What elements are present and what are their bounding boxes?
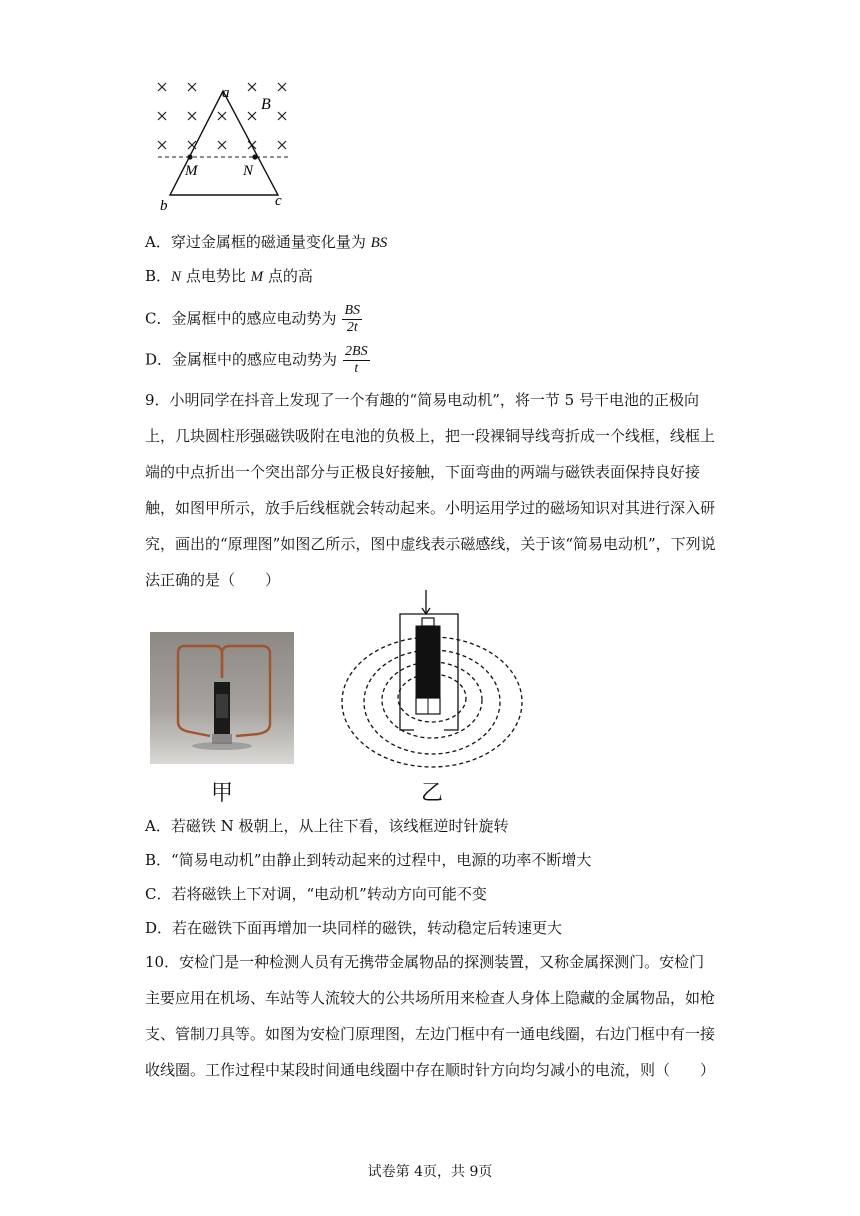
point-n-dot: [252, 154, 257, 159]
q8-option-d: D．金属框中的感应电动势为 $\frac{2BS}{t}$: [145, 344, 368, 376]
q9-option-c: C．若将磁铁上下对调，“电动机”转动方向可能不变: [145, 885, 487, 903]
triangle-frame-figure: [148, 76, 298, 211]
label-c-vertex: c: [275, 193, 282, 209]
label-m: M: [185, 163, 198, 179]
battery-body: [416, 626, 440, 698]
label-a: a: [222, 85, 230, 101]
figure-label-yi: 乙: [421, 781, 444, 806]
field-line-diagram: [338, 590, 526, 775]
q9-option-b: B．“简易电动机”由静止到转动起来的过程中，电源的功率不断增大: [145, 851, 592, 869]
q8-option-a: A．穿过金属框的磁通量变化量为 BS: [145, 233, 388, 251]
q8-option-b: B．N 点电势比 M 点的高: [145, 267, 313, 285]
point-m-dot: [187, 154, 192, 159]
page-footer: 试卷第 4页，共 9页: [367, 1164, 493, 1180]
motor-photo: [150, 632, 294, 764]
figure-label-jia: 甲: [211, 781, 234, 806]
fraction-bs-over-2t: $\frac{BS}{2t}$: [344, 303, 361, 335]
fraction-2bs-over-t: $\frac{2BS}{t}$: [345, 344, 368, 376]
q9-option-d: D．若在磁铁下面再增加一块同样的磁铁，转动稳定后转速更大: [145, 919, 563, 937]
label-b-vertex: b: [160, 198, 168, 211]
label-b-field: B: [261, 96, 271, 113]
q9-option-a: A．若磁铁 N 极朝上，从上往下看，该线框逆时针旋转: [145, 817, 509, 835]
q10-stem: 10．安检门是一种检测人员有无携带金属物品的探测装置，又称金属探测门。安检门主要应用在机场、车站等人流较大的公共场所用来检查人身体上隐藏的金属物品，如枪支、管制刀具等。如图为安检门原理图，左边门框中有一通电线圈，右边门框中有一接收线圈。工作过程中某段时间通电线圈中存在顺时针方向均匀减小的电流，则（ ）: [145, 953, 716, 1079]
q8-option-c: C．金属框中的感应电动势为 $\frac{BS}{2t}$: [145, 303, 361, 335]
label-n: N: [243, 163, 254, 179]
battery-positive-cap: [422, 618, 434, 626]
q9-stem: 9．小明同学在抖音上发现了一个有趣的“简易电动机”，将一节 5 号干电池的正极向上，几块圆柱形强磁铁吸附在电池的负极上，把一段裸铜导线弯折成一个线框，线框上端的中点折出一个突出部分与正极良好接触，下面弯曲的两端与磁铁表面保持良好接触，如图甲所示，放手后线框就会转动起来。小明运用学过的磁场知识对其进行深入研究，画出的“原理图”如图乙所示，图中虚线表示磁感线，关于该“简易电动机”，下列说法正确的是（ ）: [145, 391, 716, 589]
